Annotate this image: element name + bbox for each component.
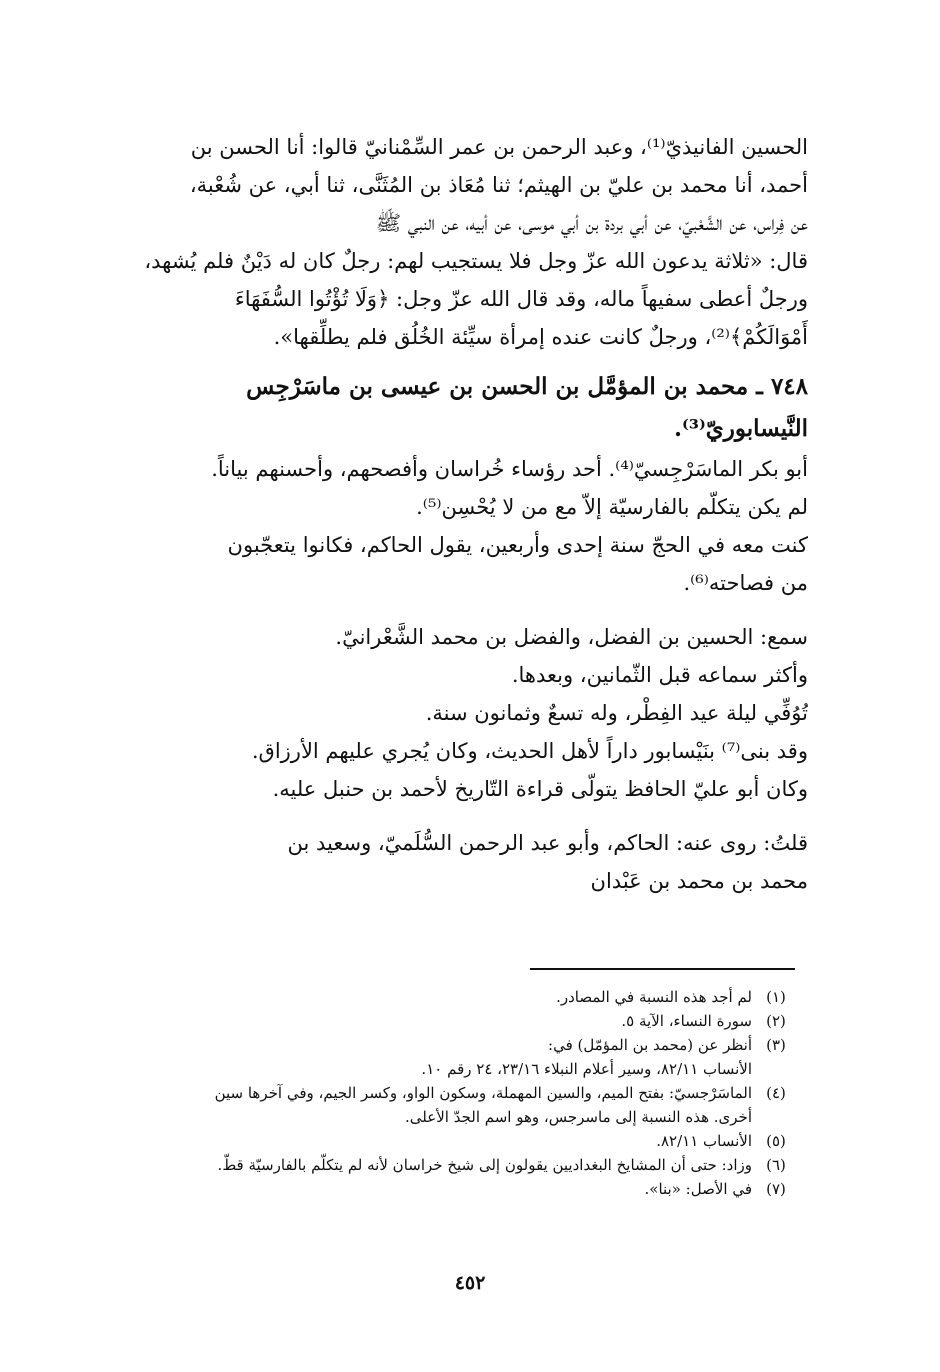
text-line: محمد بن محمد بن عَبْدان — [590, 869, 808, 893]
footnote-item — [80, 1129, 800, 1153]
text-line: سمع: الحسين بن الفضل، والفضل بن محمد الشَّعْرانيّ. — [335, 625, 808, 649]
footnote-text: لم أجد هذه النسبة في المصادر. — [556, 988, 752, 1006]
text-line: عن فِراس، عن الشَّعْبيّ، عن أبي بردة بن أبي موسى، عن أبيه، عن النبي ﷺ — [375, 211, 808, 235]
footnote-number: (٦) — [766, 1156, 786, 1174]
text-line: من فصاحته⁽⁶⁾. — [683, 571, 808, 595]
text-line: ورجلٌ أعطى سفيهاً ماله، وقد قال الله عزّ وجل: ﴿وَلَا تُؤْتُوا السُّفَهَاءَ — [234, 287, 808, 311]
paragraph-narrators — [78, 824, 808, 900]
footnote-text: وزاد: حتى أن المشايخ البغداديين يقولون إلى شيخ خراسان لأنه لم يتكلّم بالفارسيّة قطّ. — [217, 1156, 752, 1174]
paragraph-sama — [78, 618, 808, 808]
footnote-number: (١) — [766, 988, 786, 1006]
footnote-divider — [530, 968, 795, 970]
footnote-number: (٣) — [766, 1036, 786, 1054]
paragraph-hadith — [78, 128, 808, 356]
footnote-text: سورة النساء، الآية ٥. — [621, 1012, 752, 1030]
footnote-text: الأنساب ٨٢/١١. — [656, 1132, 752, 1150]
paragraph-biography — [78, 450, 808, 602]
footnote-text: أنظر عن (محمد بن المؤمّل) في: — [548, 1036, 752, 1054]
footnote-item — [80, 1177, 800, 1201]
text-line: وأكثر سماعه قبل الثّمانين، وبعدها. — [511, 663, 808, 687]
page-number: ٤٥٢ — [454, 1272, 486, 1294]
text-line: لم يكن يتكلّم بالفارسيّة إلاّ مع من لا يُحْسِن⁽⁵⁾. — [416, 495, 808, 519]
footnote-item — [80, 1009, 800, 1033]
text-line: الحسين الفانيذيّ⁽¹⁾، وعبد الرحمن بن عمر السِّمْنانيّ قالوا: أنا الحسن بن — [190, 135, 808, 159]
footnote-number: (٢) — [766, 1012, 786, 1030]
footnote-item — [80, 985, 800, 1009]
footnote-number: (٥) — [766, 1132, 786, 1150]
entry-heading — [78, 366, 808, 450]
text-line: أبو بكر الماسَرْجِسيّ⁽⁴⁾. أحد رؤساء خُراسان وأفصحهم، وأحسنهم بياناً. — [211, 457, 808, 481]
main-text — [78, 128, 808, 900]
footnote-number: (٤) — [766, 1084, 786, 1102]
footnote-text: في الأصل: «بنا». — [644, 1180, 752, 1198]
footnote-item — [80, 1033, 800, 1057]
footnote-item — [80, 1153, 800, 1177]
text-line: قلتُ: روى عنه: الحاكم، وأبو عبد الرحمن السُّلَميّ، وسعيد بن — [287, 831, 808, 855]
text-line: وكان أبو عليّ الحافظ يتولّى قراءة التّاريخ لأحمد بن حنبل عليه. — [272, 777, 808, 801]
text-line: كنت معه في الحجّ سنة إحدى وأربعين، يقول الحاكم، فكانوا يتعجّبون — [227, 533, 808, 557]
text-line: أَمْوَالَكُمْ﴾⁽²⁾، ورجلٌ كانت عنده إمرأة سيِّئة الخُلُق فلم يطلِّقها». — [273, 325, 808, 349]
text-line: وقد بنى⁽⁷⁾ بنَيْسابور داراً لأهل الحديث، وكان يُجري عليهم الأرزاق. — [251, 739, 808, 763]
text-line: قال: «ثلاثة يدعون الله عزّ وجل فلا يستجيب لهم: رجلٌ كان له دَيْنٌ فلم يُشهد، — [144, 249, 808, 273]
footnote-continuation: الأنساب ٨٢/١١، وسير أعلام النبلاء ٢٣/١٦، ٢٤ رقم ١٠. — [421, 1060, 752, 1078]
footnote-item — [80, 1081, 800, 1105]
footnotes — [80, 985, 800, 1201]
text-line: أحمد، أنا محمد بن عليّ بن الهيثم؛ ثنا مُعَاذ بن المُثَنَّى، ثنا أبي، عن شُعْبة، — [189, 173, 808, 197]
footnote-text: الماسَرْجسيّ: بفتح الميم، والسين المهملة، وسكون الواو، وكسر الجيم، وفي آخرها سين — [214, 1084, 752, 1102]
heading-line: ٧٤٨ ـ محمد بن المؤمَّل بن الحسن بن عيسى بن ماسَرْجِس — [246, 373, 808, 400]
footnote-continuation: أخرى. هذه النسبة إلى ماسرجس، وهو اسم الجدّ الأعلى. — [405, 1108, 752, 1126]
text-line: تُوُفِّي ليلة عيد الفِطْر، وله تسعٌ وثمانون سنة. — [425, 701, 808, 725]
footnote-number: (٧) — [766, 1180, 786, 1198]
heading-line: النَّيسابوريّ⁽³⁾. — [674, 415, 808, 442]
